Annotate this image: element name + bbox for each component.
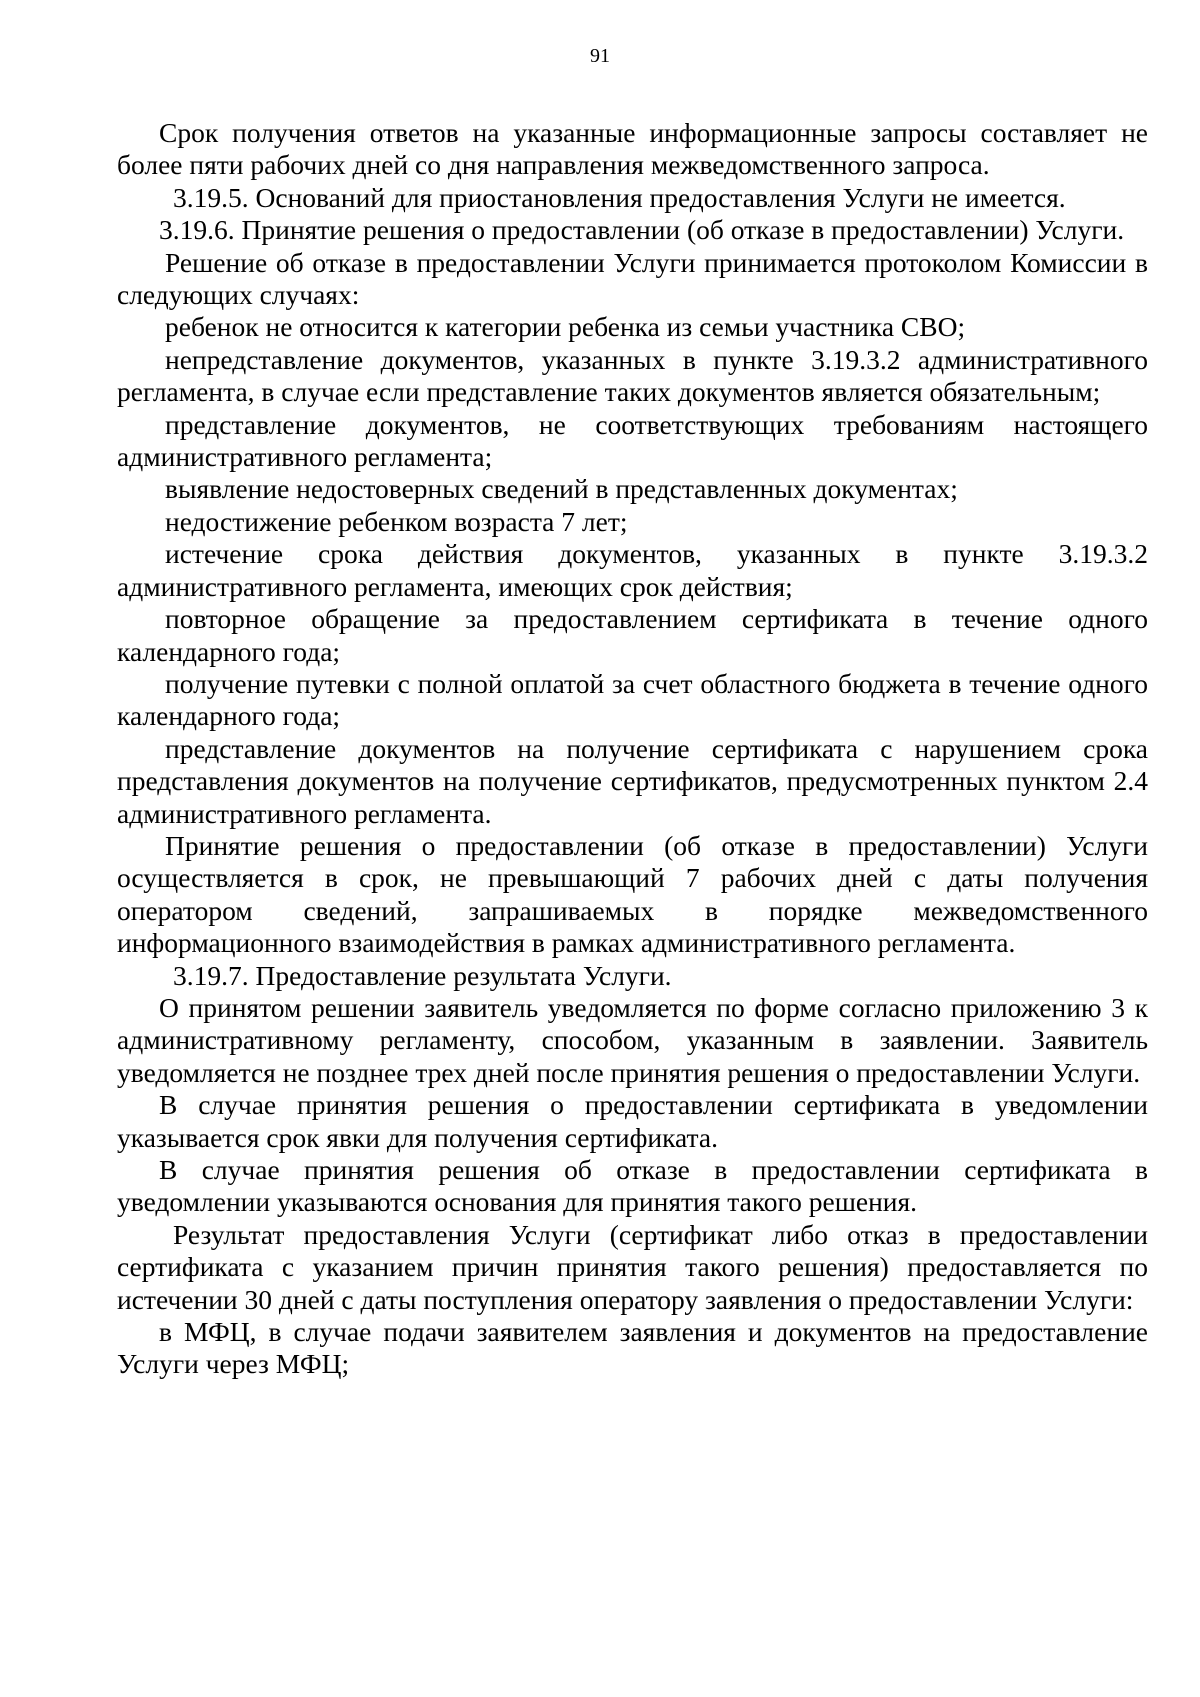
refusal-case-item: выявление недостоверных сведений в представленных документах;	[165, 473, 958, 505]
refusal-case-item: недостижение ребенком возраста 7 лет;	[165, 505, 628, 537]
paragraph-3-19-5: 3.19.5. Оснований для приостановления предоставления Услуги не имеется.	[173, 181, 1066, 213]
document-body	[117, 117, 1148, 1381]
paragraph-response-deadline: Срок получения ответов на указанные информационные запросы составляет не более пяти рабочих дней со дня направления межведомственного запроса.	[117, 117, 1148, 181]
paragraph-result-delivery: Результат предоставления Услуги (сертификат либо отказ в предоставлении сертификата с указанием причин принятия такого решения) предоставляется по истечении 30 дней с даты поступления оператору заявления о предоставлении Услуги:	[117, 1218, 1148, 1315]
refusal-case-item: непредставление документов, указанных в пункте 3.19.3.2 административного регламента, в случае если представление таких документов является обязательным;	[117, 343, 1148, 408]
paragraph-mfc-delivery: в МФЦ, в случае подачи заявителем заявления и документов на предоставление Услуги через МФЦ;	[117, 1316, 1148, 1380]
refusal-case-item: получение путевки с полной оплатой за счет областного бюджета в течение одного календарного года;	[117, 667, 1148, 732]
page-number: 91	[590, 45, 610, 67]
paragraph-approval-notice: В случае принятия решения о предоставлении сертификата в уведомлении указывается срок явки для получения сертификата.	[117, 1089, 1148, 1153]
paragraph-refusal-cases-intro: Решение об отказе в предоставлении Услуги принимается протоколом Комиссии в следующих случаях:	[117, 246, 1148, 311]
refusal-case-item: представление документов на получение сертификата с нарушением срока представления документов на получение сертификатов, предусмотренных пунктом 2.4 административного регламента.	[117, 732, 1148, 829]
refusal-case-item: ребенок не относится к категории ребенка из семьи участника СВО;	[165, 311, 966, 343]
paragraph-notification: О принятом решении заявитель уведомляется по форме согласно приложению 3 к административному регламенту, способом, указанным в заявлении. Заявитель уведомляется не позднее трех дней после принятия решения о предоставлении Услуги.	[117, 991, 1148, 1088]
paragraph-decision-deadline: Принятие решения о предоставлении (об отказе в предоставлении) Услуги осуществляется в срок, не превышающий 7 рабочих дней с даты получения оператором сведений, запрашиваемых в порядке межведомственного информационного взаимодействия в рамках административного регламента.	[117, 829, 1148, 959]
paragraph-refusal-notice: В случае принятия решения об отказе в предоставлении сертификата в уведомлении указываются основания для принятия такого решения.	[117, 1154, 1148, 1218]
refusal-case-item: истечение срока действия документов, указанных в пункте 3.19.3.2 административного регламента, имеющих срок действия;	[117, 538, 1148, 602]
refusal-case-item: повторное обращение за предоставлением сертификата в течение одного календарного года;	[117, 603, 1148, 667]
paragraph-3-19-6: 3.19.6. Принятие решения о предоставлении (об отказе в предоставлении) Услуги.	[159, 214, 1125, 246]
refusal-case-item: представление документов, не соответствующих требованиям настоящего административного регламента;	[117, 408, 1148, 473]
paragraph-3-19-7: 3.19.7. Предоставление результата Услуги.	[173, 959, 672, 991]
